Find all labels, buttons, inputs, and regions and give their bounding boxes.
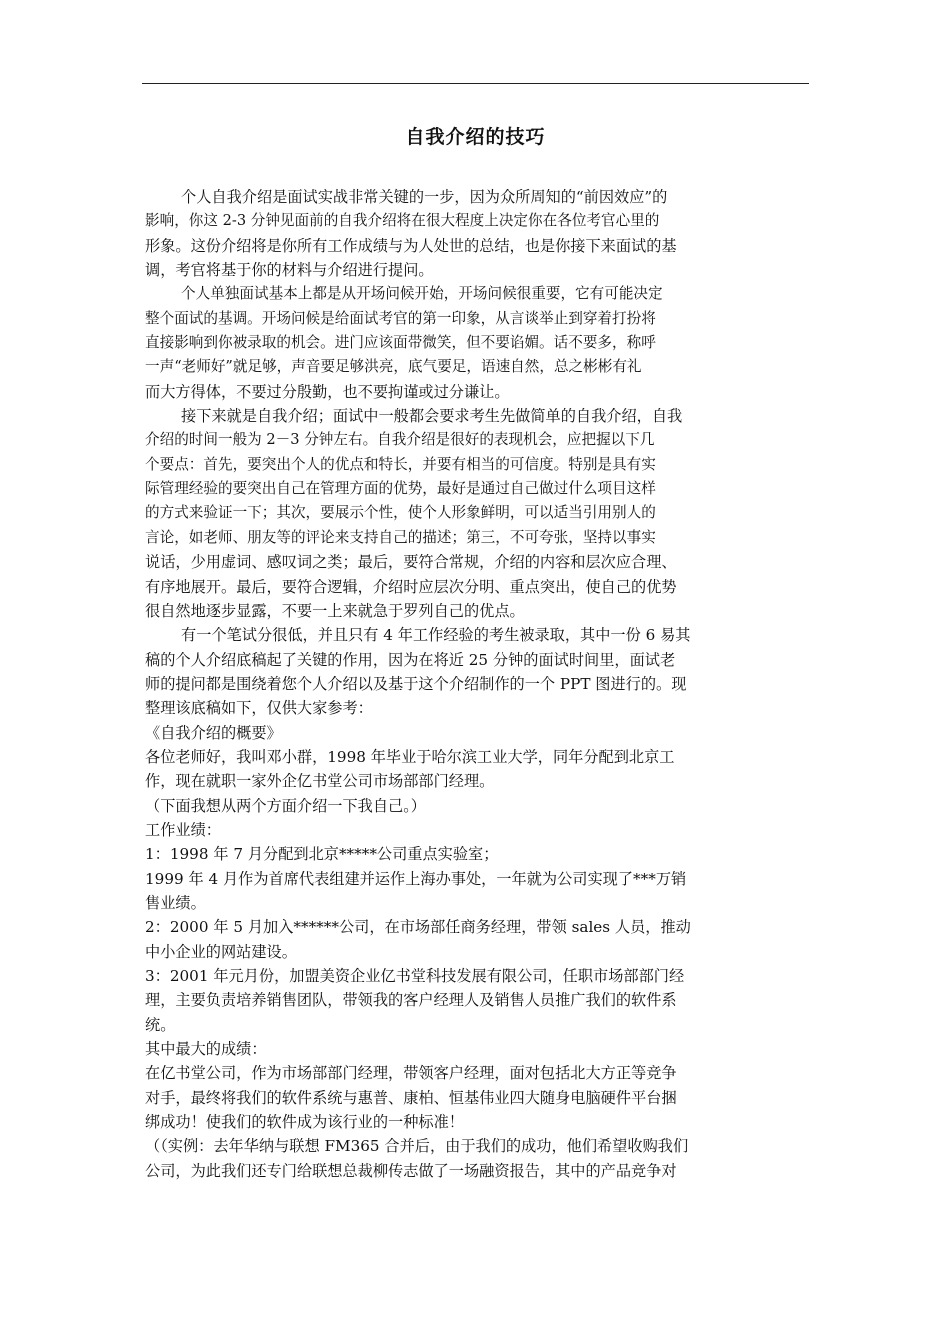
text-line: 《自我介绍的概要》 [145,723,282,742]
text-line: 影响，你这 2-3 分钟见面前的自我介绍将在很大程度上决定你在各位考官心里的 [145,212,660,230]
text-line: 际管理经验的要突出自己在管理方面的优势，最好是通过自己做过什么项目这样 [145,480,656,498]
text-line: 理，主要负责培养销售团队，带领我的客户经理人及销售人员推广我们的软件系 [145,991,677,1010]
text-line: 对手，最终将我们的软件系统与惠普、康柏、恒基伟业四大随身电脑硬件平台捆 [145,1088,677,1107]
text-line: 个人单独面试基本上都是从开场问候开始，开场问候很重要，它有可能决定 [181,285,663,303]
text-line: 绑成功！使我们的软件成为该行业的一种标准！ [145,1113,464,1132]
document-body [145,185,825,1183]
text-line: 形象。这份介绍将是你所有工作成绩与为人处世的总结，也是你接下来面试的基 [145,236,677,255]
text-line: （（实例：去年华纳与联想 FM365 合并后，由于我们的成功，他们希望收购我们 [145,1137,689,1156]
text-line: 接下来就是自我介绍；面试中一般都会要求考生先做简单的自我介绍，自我 [181,407,683,426]
text-line: 工作业绩： [145,820,221,839]
text-line: 在亿书堂公司，作为市场部部门经理，带领客户经理，面对包括北大方正等竞争 [145,1064,677,1083]
text-line: 有序地展开。最后，要符合逻辑，介绍时应层次分明、重点突出，使自己的优势 [145,577,677,596]
text-line: （下面我想从两个方面介绍一下我自己。） [145,796,426,815]
text-line: 1999 年 4 月作为首席代表组建并运作上海办事处，一年就为公司实现了***万销 [145,869,687,888]
text-line: 3：2001 年元月份，加盟美资企业亿书堂科技发展有限公司，任职市场部部门经 [145,967,685,985]
text-line: 很自然地逐步显露，不要一上来就急于罗列自己的优点。 [145,601,525,620]
text-line: 各位老师好，我叫邓小群，1998 年毕业于哈尔滨工业大学，同年分配到北京工 [145,747,675,766]
text-line: 其中最大的成绩： [145,1040,267,1059]
document-title: 自我介绍的技巧 [405,126,546,148]
text-line: 公司，为此我们还专门给联想总裁柳传志做了一场融资报告，其中的产品竞争对 [145,1161,677,1180]
text-line: 调，考官将基于你的材料与介绍进行提问。 [145,261,434,280]
text-line: 言论，如老师、朋友等的评论来支持自己的描述；第三，不可夸张，坚持以事实 [145,528,656,546]
text-line: 有一个笔试分很低，并且只有 4 年工作经验的考生被录取，其中一份 6 易其 [181,626,691,645]
text-line: 稿的个人介绍底稿起了关键的作用，因为在将近 25 分钟的面试时间里，面试老 [145,650,676,669]
text-line: 师的提问都是围绕着您个人介绍以及基于这个介绍制作的一个 PPT 图进行的。现 [145,674,687,693]
header-rule [142,83,809,84]
text-line: 直接影响到你被录取的机会。进门应该面带微笑，但不要谄媚。话不要多，称呼 [145,334,656,352]
text-line: 的方式来验证一下；其次，要展示个性，使个人形象鲜明，可以适当引用别人的 [145,504,656,522]
text-line: 2：2000 年 5 月加入******公司，在市场部任商务经理，带领 sales 人员，推动 [145,918,691,937]
text-line: 而大方得体，不要过分殷勤，也不要拘谨或过分谦让。 [145,382,510,401]
text-line: 个人自我介绍是面试实战非常关键的一步，因为众所周知的“前因效应”的 [181,188,668,206]
text-line: 整个面试的基调。开场问候是给面试考官的第一印象，从言谈举止到穿着打扮将 [145,309,656,327]
text-line: 一声“老师好”就足够，声音要足够洪亮，底气要足，语速自然，总之彬彬有礼 [145,358,642,376]
text-line: 中小企业的网站建设。 [145,942,297,961]
text-line: 说话，少用虚词、感叹词之类；最后，要符合常规，介绍的内容和层次应合理、 [145,553,677,572]
text-line: 介绍的时间一般为 2－3 分钟左右。自我介绍是很好的表现机会，应把握以下几 [145,431,655,449]
text-line: 1：1998 年 7 月分配到北京*****公司重点实验室； [145,845,499,864]
text-line: 个要点：首先，要突出个人的优点和特长，并要有相当的可信度。特别是具有实 [145,455,656,473]
text-line: 统。 [145,1015,176,1034]
text-line: 作，现在就职一家外企亿书堂公司市场部部门经理。 [145,772,495,791]
text-line: 整理该底稿如下，仅供大家参考： [145,699,373,718]
text-line: 售业绩。 [145,893,206,912]
